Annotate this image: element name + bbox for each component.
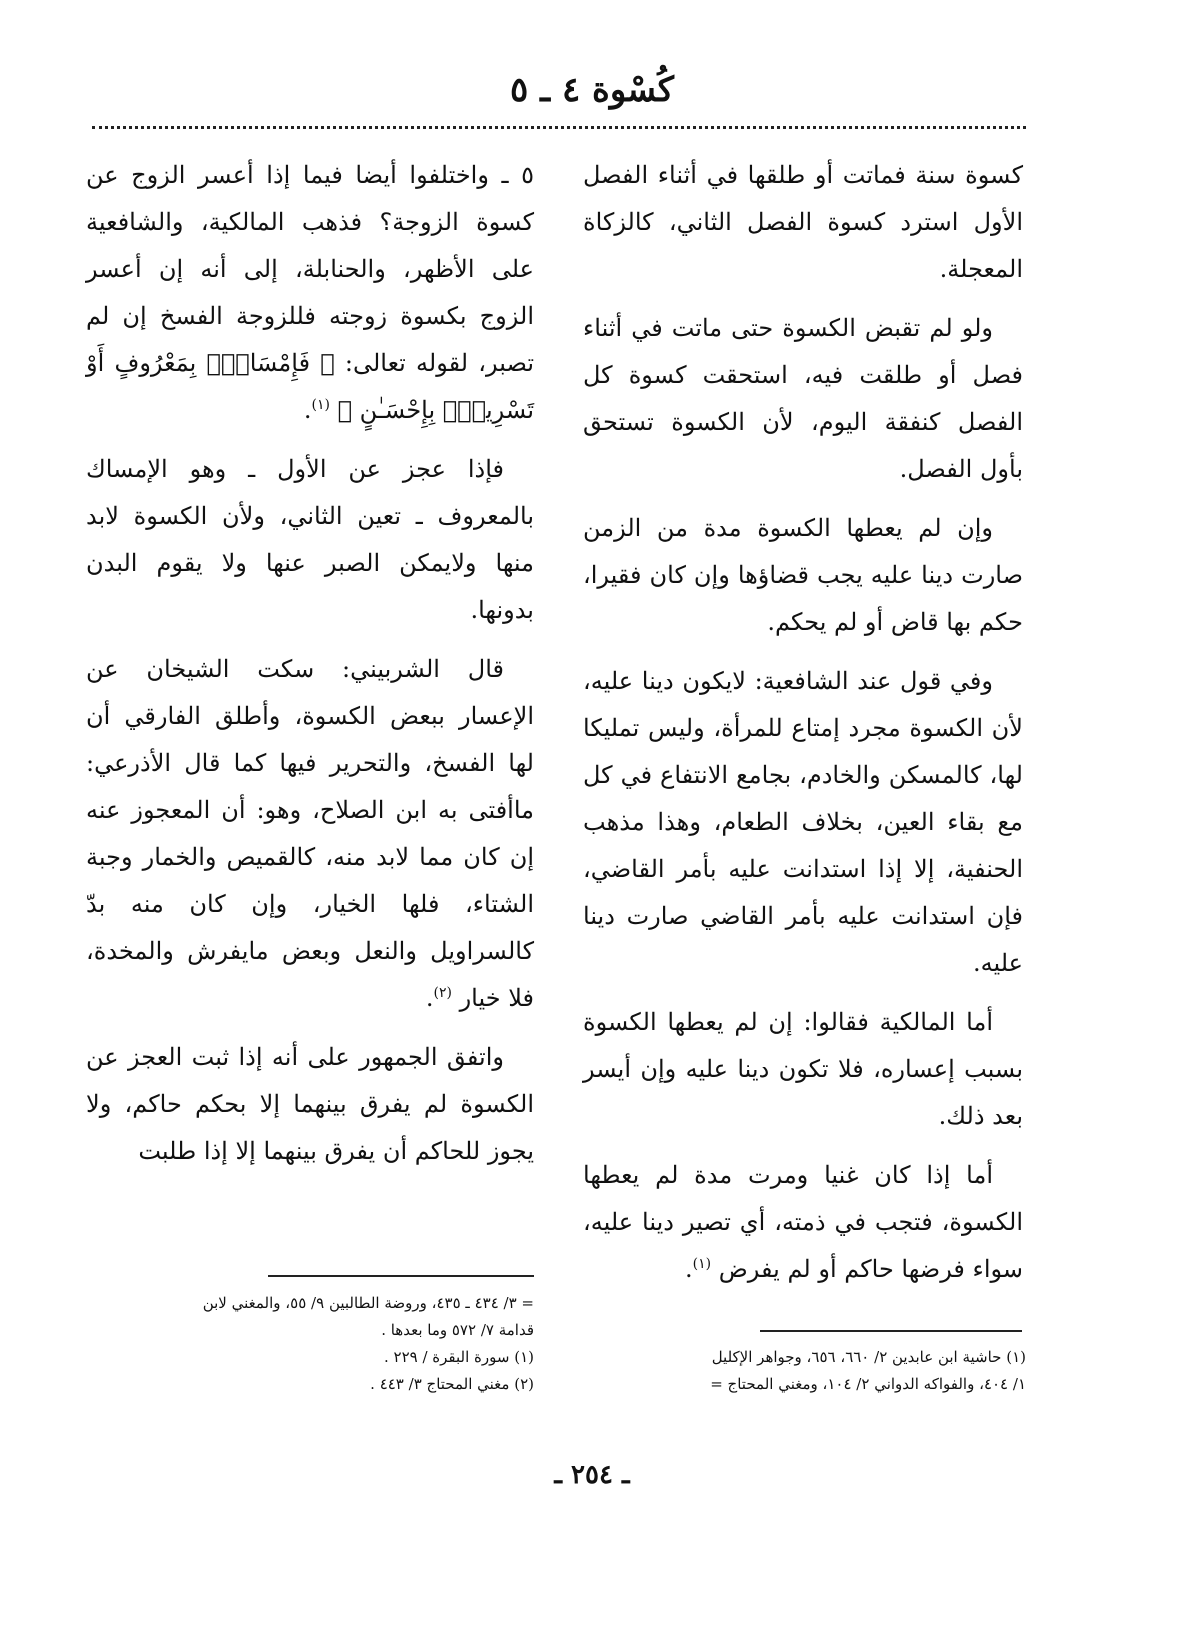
page-number: ـ ٢٥٤ ـ xyxy=(554,1460,630,1490)
paragraph: وفي قول عند الشافعية: لايكون دينا عليه، لأن الكسوة مجرد إمتاع للمرأة، وليس تمليكا لها، كالمسكن والخادم، بجامع الانتفاع في كل مع بقاء العين، بخلاف الطعام، وهذا مذهب الحنفية، إلا إذا استدانت عليه بأمر القاضي، فإن استدانت عليه بأمر القاضي صارت دينا عليه. xyxy=(583,667,1023,977)
footnote-reference: (٢) xyxy=(433,985,452,1001)
footnote-divider xyxy=(268,1275,534,1277)
footnote-divider xyxy=(760,1330,1022,1332)
footnote: (١) حاشية ابن عابدين ٢/ ٦٦٠، ٦٥٦، وجواهر الإكليل xyxy=(711,1348,1026,1366)
footnote: (٢) مغني المحتاج ٣/ ٤٤٣ . xyxy=(370,1375,534,1393)
left-column xyxy=(86,152,534,1187)
right-column xyxy=(583,152,1023,1305)
paragraph-text: قال الشربيني: سكت الشيخان عن الإعسار ببعض الكسوة، وأطلق الفارقي أن لها الفسخ، والتحرير فيها كما قال الأذرعي: ماأفتى به ابن الصلاح، وهو: أن المعجوز عنه إن كان مما لابد منه، كالقميص والخمار وجبة الشتاء، فلها الخيار، وإن كان منه بدّ كالسراويل والنعل وبعض مايفرش والمخدة، فلا خيار xyxy=(86,655,534,1012)
footnote: = ٣/ ٤٣٤ ـ ٤٣٥، وروضة الطالبين ٩/ ٥٥، والمغني لابن xyxy=(202,1294,534,1312)
paragraph-tail: . xyxy=(425,984,434,1012)
paragraph: ولو لم تقبض الكسوة حتى ماتت في أثناء فصل أو طلقت فيه، استحقت كسوة كل الفصل كنفقة اليوم، لأن الكسوة تستحق بأول الفصل. xyxy=(583,314,1023,483)
paragraph: واتفق الجمهور على أنه إذا ثبت العجز عن الكسوة لم يفرق بينهما إلا بحكم حاكم، ولا يجوز للحاكم أن يفرق بينهما إلا إذا طلبت xyxy=(86,1043,534,1165)
footnote: (١) سورة البقرة / ٢٢٩ . xyxy=(383,1348,534,1366)
footnote: قدامة ٧/ ٥٧٢ وما بعدها . xyxy=(381,1321,534,1339)
footnotes-right xyxy=(570,1344,1026,1398)
paragraph: كسوة سنة فماتت أو طلقها في أثناء الفصل الأول استرد كسوة الفصل الثاني، كالزكاة المعجلة. xyxy=(583,161,1023,283)
paragraph-text: أما إذا كان غنيا ومرت مدة لم يعطها الكسوة، فتجب في ذمته، أي تصير دينا عليه، سواء فرضها حاكم أو لم يفرض xyxy=(583,1161,1023,1283)
paragraph: فإذا عجز عن الأول ـ وهو الإمساك بالمعروف ـ تعين الثاني، ولأن الكسوة لابد منها ولايمكن الصبر عنها ولا يقوم البدن بدونها. xyxy=(86,455,534,624)
paragraph: أما المالكية فقالوا: إن لم يعطها الكسوة بسبب إعساره، فلا تكون دينا عليه وإن أيسر بعد ذلك. xyxy=(583,1008,1023,1130)
paragraph-text: ٥ ـ واختلفوا أيضا فيما إذا أعسر الزوج عن كسوة الزوجة؟ فذهب المالكية، والشافعية على الأظهر، والحنابلة، إلى أنه إن أعسر الزوج بكسوة زوجته فللزوجة الفسخ إن لم تصبر، لقوله تعالى: ﴿ فَإِمْسَاكٌۢ بِمَعْرُوفٍ أَوْ تَسْرِيحٌۢ بِإِحْسَـٰنٍ ﴾ xyxy=(86,161,534,424)
paragraph xyxy=(86,646,534,1022)
footnote: ١/ ٤٠٤، والفواكه الدواني ٢/ ١٠٤، ومغني المحتاج = xyxy=(710,1375,1026,1393)
paragraph: وإن لم يعطها الكسوة مدة من الزمن صارت دينا عليه يجب قضاؤها وإن كان فقيرا، حكم بها قاض أو لم يحكم. xyxy=(583,514,1023,636)
paragraph xyxy=(86,152,534,434)
header-dotted-rule xyxy=(92,126,1026,129)
paragraph xyxy=(583,1152,1023,1293)
footnote-reference: (١) xyxy=(311,397,330,413)
footnote-reference: (١) xyxy=(692,1256,712,1272)
page-title: كُسْوة ٤ ـ ٥ xyxy=(510,70,674,110)
paragraph-tail: . xyxy=(685,1255,693,1283)
paragraph-tail: . xyxy=(303,396,312,424)
footnotes-left xyxy=(80,1290,534,1398)
